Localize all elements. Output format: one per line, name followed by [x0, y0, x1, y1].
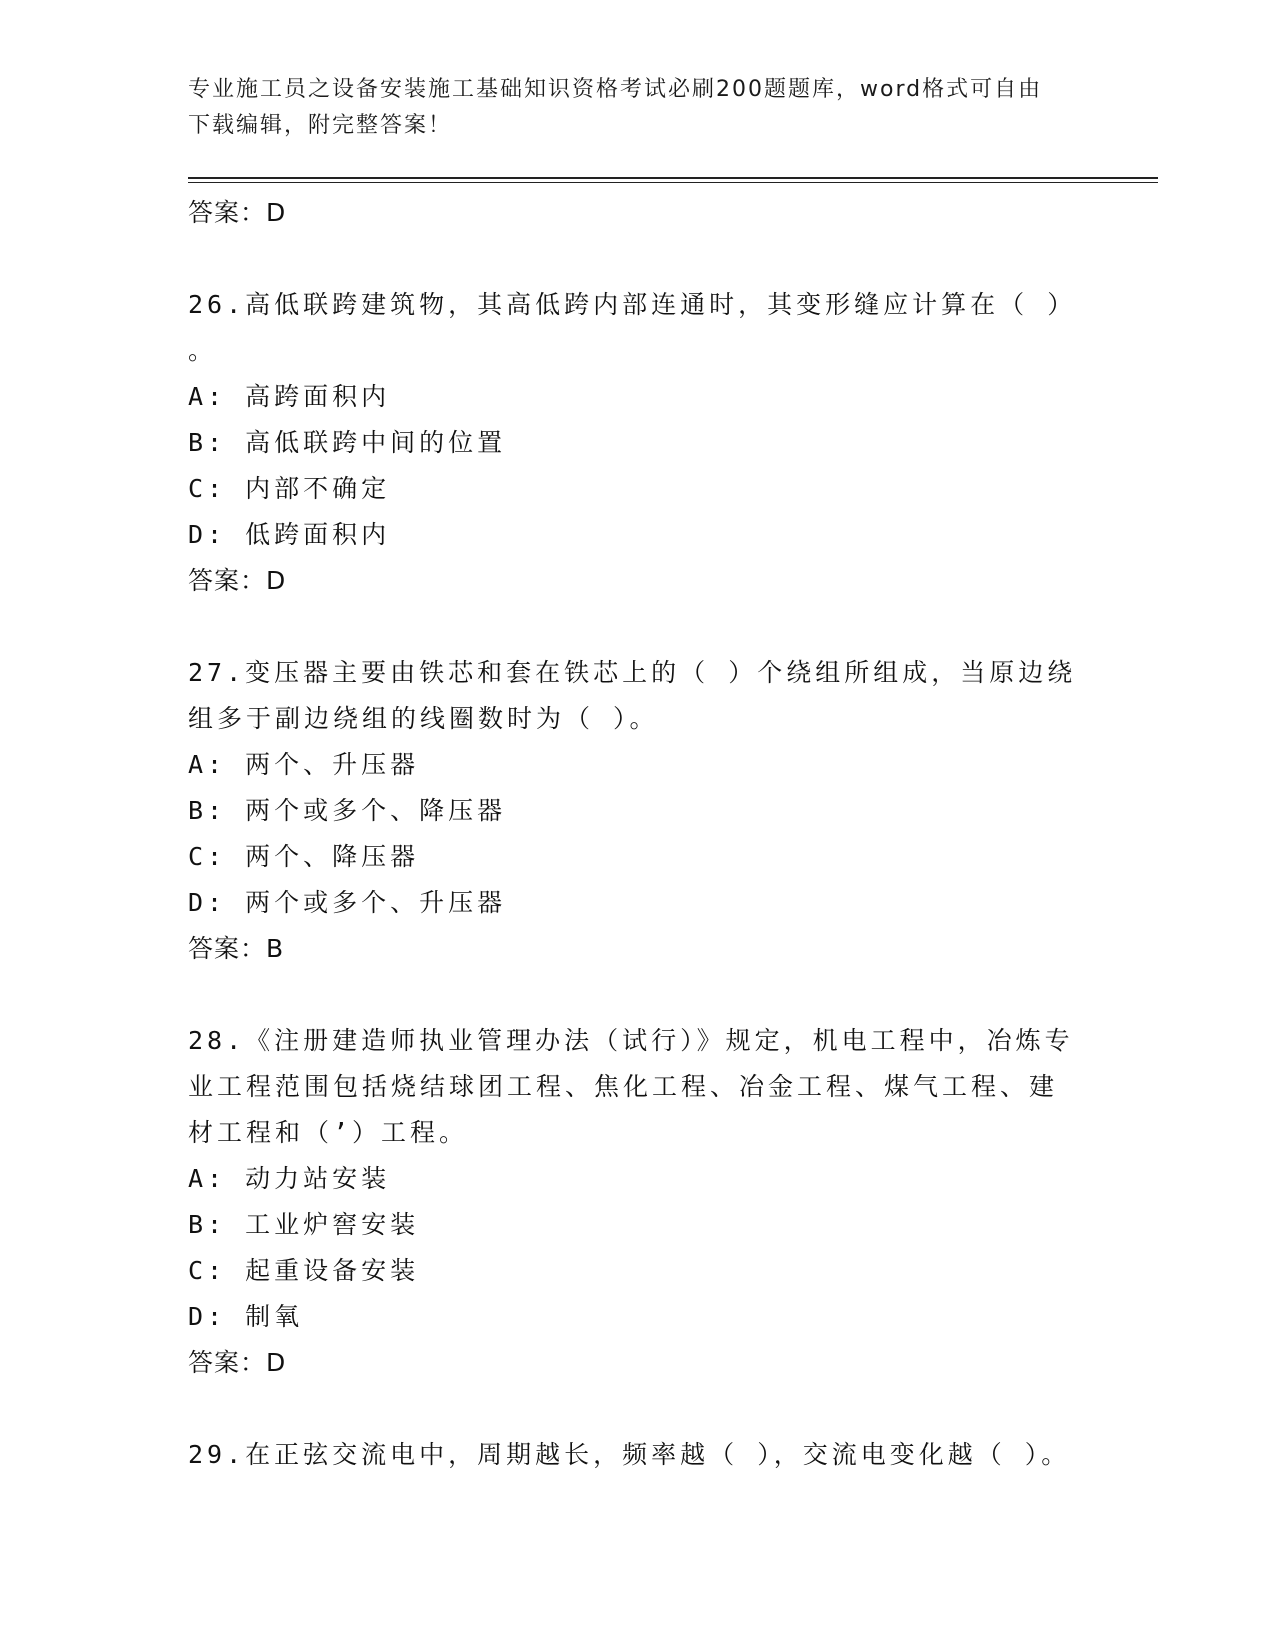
option-c: C: 起重设备安装: [188, 1256, 420, 1285]
question-text-line: 29.在正弦交流电中，周期越长，频率越（ ），交流电变化越（ ）。: [188, 1440, 1071, 1469]
option-a: A: 高跨面积内: [188, 382, 391, 411]
option-a: A: 两个、升压器: [188, 750, 420, 779]
option-d: D: 低跨面积内: [188, 520, 391, 549]
question-text-line: 27.变压器主要由铁芯和套在铁芯上的（ ）个绕组所组成，当原边绕: [188, 658, 1077, 687]
answer-line: 答案：D: [188, 1348, 287, 1377]
question-text-line: 材工程和（’）工程。: [188, 1118, 469, 1147]
header-title-line-1: 专业施工员之设备安装施工基础知识资格考试必刷200题题库，word格式可自由: [188, 77, 1043, 102]
option-c: C: 内部不确定: [188, 474, 391, 503]
option-b: B: 两个或多个、降压器: [188, 796, 507, 825]
document-header: [188, 72, 1068, 144]
question-item: [188, 282, 1088, 604]
option-c: C: 两个、降压器: [188, 842, 420, 871]
question-list: [188, 190, 1088, 1478]
header-title-line-2: 下载编辑，附完整答案！: [188, 113, 453, 138]
option-b: B: 高低联跨中间的位置: [188, 428, 507, 457]
answer-line: 答案：B: [188, 934, 285, 963]
answer-line: 答案：D: [188, 198, 287, 227]
question-item: [188, 1018, 1088, 1386]
answer-line: 答案：D: [188, 566, 287, 595]
option-a: A: 动力站安装: [188, 1164, 391, 1193]
question-item: [188, 1432, 1088, 1478]
question-item: [188, 650, 1088, 972]
question-text-line: 组多于副边绕组的线圈数时为（ ）。: [188, 704, 659, 733]
question-text-line: 。: [188, 336, 218, 365]
header-divider-thin: [188, 182, 1158, 183]
header-divider: [188, 177, 1158, 179]
option-b: B: 工业炉窖安装: [188, 1210, 420, 1239]
question-text-line: 26.高低联跨建筑物，其高低跨内部连通时，其变形缝应计算在（ ）: [188, 290, 1077, 319]
question-text-line: 业工程范围包括烧结球团工程、焦化工程、冶金工程、煤气工程、建: [188, 1072, 1059, 1101]
option-d: D: 两个或多个、升压器: [188, 888, 507, 917]
option-d: D: 制氧: [188, 1302, 304, 1331]
question-text-line: 28.《注册建造师执业管理办法（试行）》规定，机电工程中，冶炼专: [188, 1026, 1074, 1055]
